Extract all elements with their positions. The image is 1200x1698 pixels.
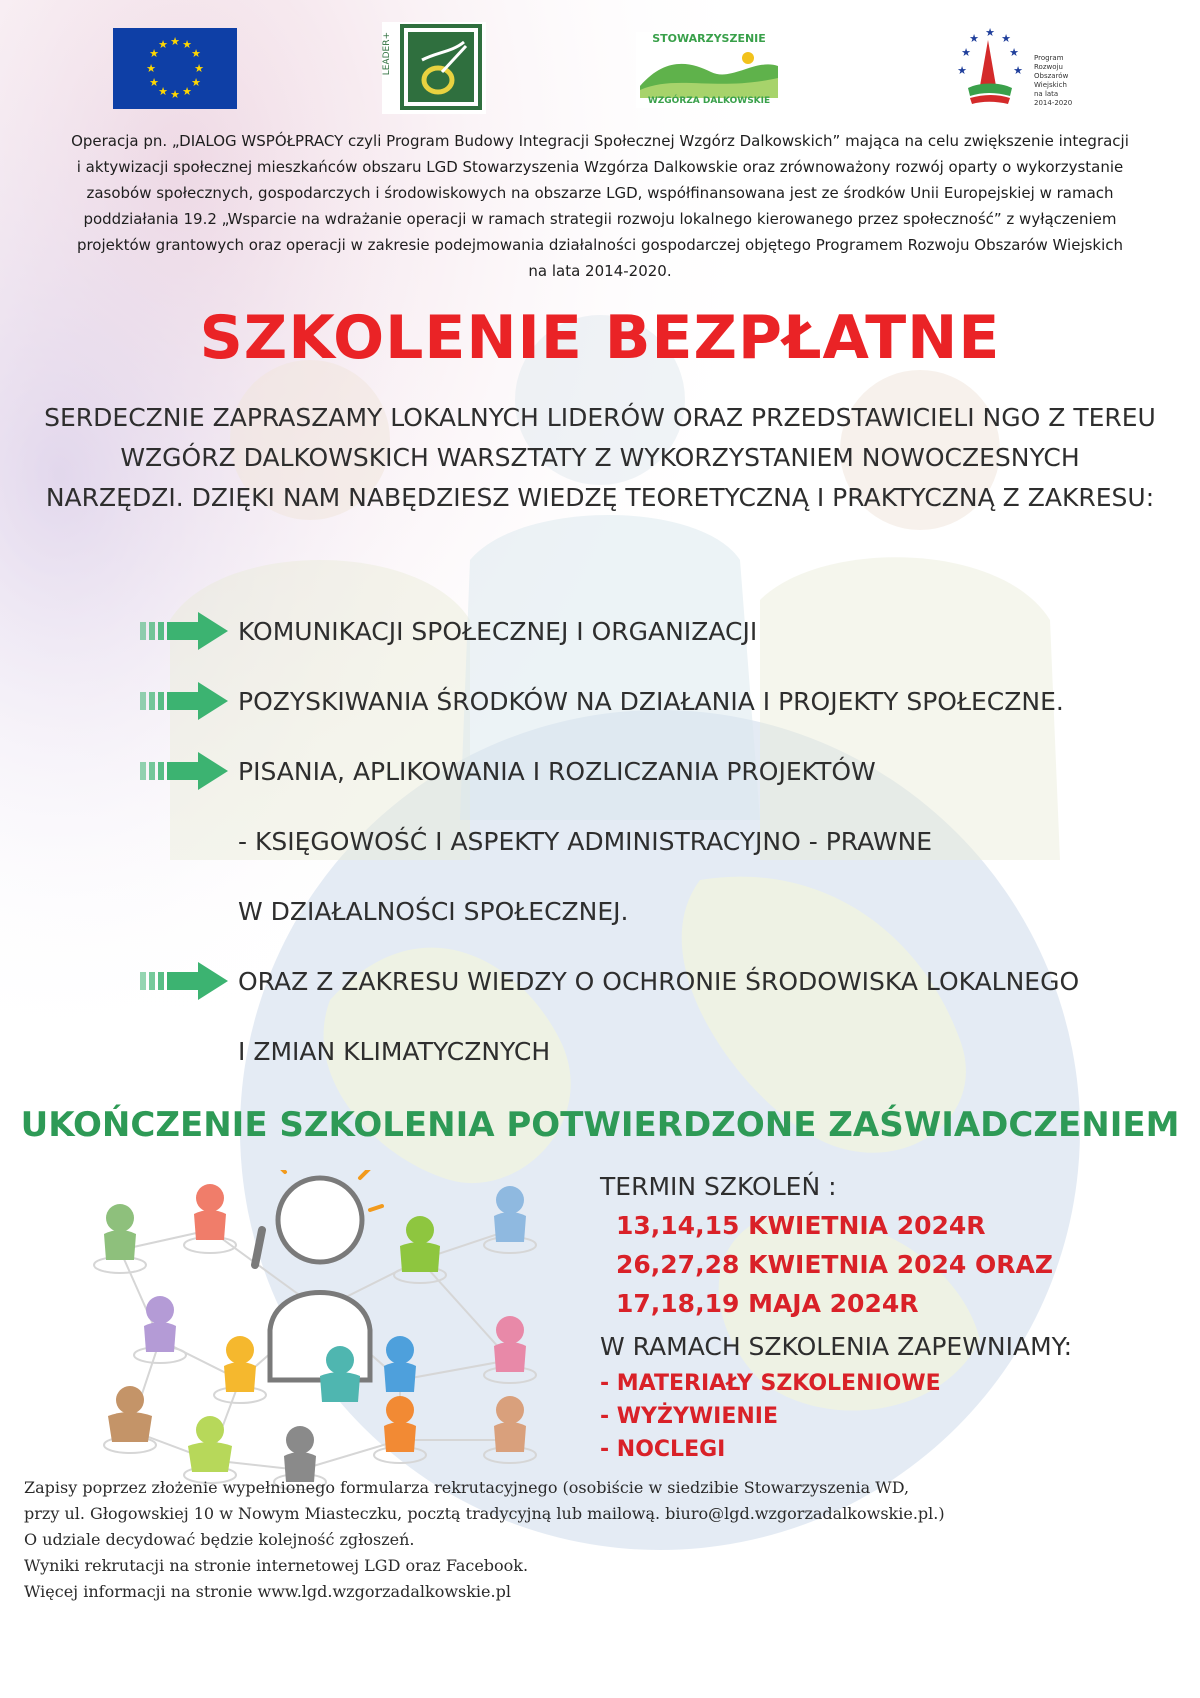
topics-list [0, 610, 1200, 1080]
topic-continuation [0, 820, 1200, 864]
schedule-date: 13,14,15 KWIETNIA 2024R [616, 1211, 986, 1240]
topic-item [0, 610, 1200, 654]
schedule-label: TERMIN SZKOLEŃ : [600, 1172, 837, 1201]
prow-logo [950, 26, 1080, 114]
wzgorza-dalkowskie-logo [636, 32, 782, 108]
provisions-label: W RAMACH SZKOLENIA ZAPEWNIAMY: [600, 1332, 1073, 1361]
svg-text:★: ★ [170, 88, 180, 101]
topic-item [0, 960, 1200, 1004]
svg-text:★: ★ [194, 62, 204, 75]
eu-stars-icon [113, 28, 237, 109]
provision-item: - MATERIAŁY SZKOLENIOWE [600, 1371, 941, 1396]
topic-label: POZYSKIWANIA ŚRODKÓW NA DZIAŁANIA I PROJEKTY SPOŁECZNE. [238, 687, 1064, 716]
wd-logo-bottom-text: WZGÓRZA DALKOWSKIE [647, 96, 771, 106]
invitation-text: SERDECZNIE ZAPRASZAMY LOKALNYCH LIDERÓW ORAZ PRZEDSTAWICIELI NGO Z TEREU WZGÓRZ DALKOWSKICH WARSZTATY Z WYKORZYSTANIEM NOWOCZESNYCH NARZĘDZI. DZIĘKI NAM NABĘDZIESZ WIEDZĘ TEORETYCZNĄ I PRAKTYCZNĄ Z ZAKRESU: [44, 403, 1156, 512]
green-arrow-icon [140, 750, 230, 792]
operation-description: Operacja pn. „DIALOG WSPÓŁPRACY czyli Program Budowy Integracji Społecznej Wzgórz Dalkowskich” mająca na celu zwiększenie integracji i aktywizacji społecznej mieszkańców obszaru LGD Stowarzyszenia Wzgórza Dalkowskie oraz zrównoważony rozwój oparty o wykorzystanie zasobów społecznych, gospodarczych i środowiskowych na obszarze LGD, współfinansowana jest ze środków Unii Europejskiej w ramach poddziałania 19.2 „Wsparcie na wdrażanie operacji w ramach strategii rozwoju lokalnego kierowanego przez społeczność” z wyłączeniem projektów grantowych oraz operacji w zakresie podejmowania działalności gospodarczej objętego Programem Rozwoju Obszarów Wiejskich na lata 2014-2020. [71, 132, 1129, 280]
people-network-illustration [70, 1170, 570, 1490]
logo-bar [0, 22, 1200, 122]
topic-label: ORAZ Z ZAKRESU WIEDZY O OCHRONIE ŚRODOWISKA LOKALNEGO [238, 967, 1080, 996]
topic-label: - KSIĘGOWOŚĆ I ASPEKTY ADMINISTRACYJNO - PRAWNE [238, 827, 933, 856]
provision-item: - NOCLEGI [600, 1437, 726, 1462]
svg-text:★: ★ [1013, 64, 1023, 77]
certificate-notice: UKOŃCZENIE SZKOLENIA POTWIERDZONE ZAŚWIADCZENIEM [20, 1105, 1180, 1145]
svg-text:★: ★ [149, 47, 159, 60]
topic-label: PISANIA, APLIKOWANIA I ROZLICZANIA PROJEKTÓW [238, 757, 876, 786]
topic-label: KOMUNIKACJI SPOŁECZNEJ I ORGANIZACJI [238, 617, 758, 646]
svg-text:★: ★ [191, 47, 201, 60]
svg-text:★: ★ [158, 38, 168, 51]
svg-text:★: ★ [961, 46, 971, 59]
svg-text:★: ★ [1009, 46, 1019, 59]
topic-label: W DZIAŁALNOŚCI SPOŁECZNEJ. [238, 897, 629, 926]
svg-text:★: ★ [170, 35, 180, 48]
poster-title: SZKOLENIE BEZPŁATNE [199, 303, 1001, 373]
topic-item [0, 680, 1200, 724]
topic-continuation [0, 1030, 1200, 1074]
provision-item: - WYŻYWIENIE [600, 1404, 778, 1429]
svg-text:★: ★ [146, 62, 156, 75]
leader-logo [382, 22, 486, 114]
schedule-date: 17,18,19 MAJA 2024R [616, 1289, 919, 1318]
registration-info: Zapisy poprzez złożenie wypełnionego formularza rekrutacyjnego (osobiście w siedzibie Stowarzyszenia WD, przy ul. Głogowskiej 10 w Nowym Miasteczku, pocztą tradycyjną lub mailową. biuro@lgd.wzgorzadalkowskie.pl.) O udziale decydować będzie kolejność zgłoszeń. Wyniki rekrutacji na stronie internetowej LGD oraz Facebook. Więcej informacji na stronie www.lgd.wzgorzadalkowskie.pl [24, 1478, 945, 1601]
thinker-figure [255, 1170, 382, 1380]
svg-text:★: ★ [149, 76, 159, 89]
svg-text:★: ★ [191, 76, 201, 89]
svg-text:★: ★ [969, 32, 979, 45]
schedule-section [600, 1168, 1160, 1466]
svg-text:★: ★ [182, 38, 192, 51]
eu-flag-logo [113, 28, 237, 109]
svg-text:★: ★ [985, 26, 995, 39]
green-arrow-icon [140, 680, 230, 722]
green-arrow-icon [140, 960, 230, 1002]
wd-logo-top-text: STOWARZYSZENIE [652, 32, 766, 45]
green-arrow-icon [140, 610, 230, 652]
topic-continuation [0, 890, 1200, 934]
svg-text:★: ★ [957, 64, 967, 77]
schedule-date: 26,27,28 KWIETNIA 2024 ORAZ [616, 1250, 1053, 1279]
topic-label: I ZMIAN KLIMATYCZNYCH [238, 1037, 551, 1066]
svg-text:★: ★ [158, 85, 168, 98]
topic-item [0, 750, 1200, 794]
leader-logo-text: LEADER+ [382, 32, 392, 76]
svg-text:★: ★ [1001, 32, 1011, 45]
prow-logo-text: Program Rozwoju Obszarów Wiejskich na lata 2014-2020 [1034, 54, 1073, 107]
svg-text:★: ★ [182, 85, 192, 98]
